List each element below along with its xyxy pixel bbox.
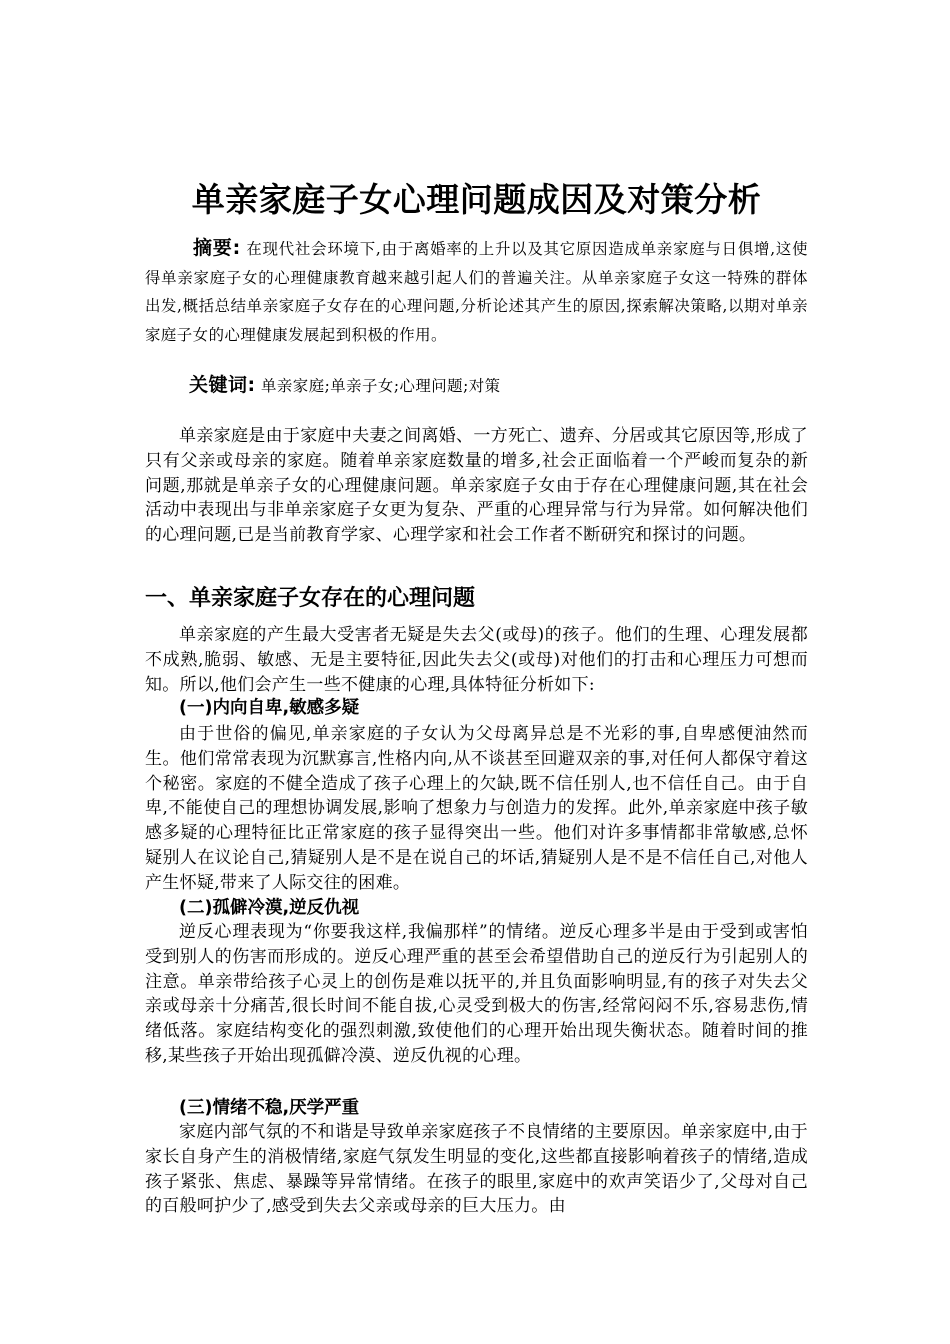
keywords-label: 关键词: [189, 374, 256, 396]
abstract-label: 摘要: [193, 237, 241, 259]
keywords-line [189, 371, 501, 400]
section-heading: 一、单亲家庭子女存在的心理问题 [145, 586, 476, 611]
keywords-text: 单亲家庭;单亲子女;心理问题;对策 [261, 377, 501, 395]
subsection-paragraph-2: 逆反心理表现为“你要我这样,我偏那样”的情绪。逆反心理多半是由于受到或害怕受到别人的伤害而形成的。逆反心理严重的甚至会希望借助自己的逆反行为引起别人的注意。单亲带给孩子心灵上的创伤是难以抚平的,并且负面影响明显,有的孩子对失去父亲或母亲十分痛苦,很长时间不能自拔,心灵受到极大的伤害,经常闷闷不乐,容易悲伤,情绪低落。家庭结构变化的强烈刺激,致使他们的心理开始出现失衡状态。随着时间的推移,某些孩子开始出现孤僻冷漠、逆反仇视的心理。 [145, 922, 808, 1066]
subsection-paragraph-3: 家庭内部气氛的不和谐是导致单亲家庭孩子不良情绪的主要原因。单亲家庭中,由于家长自身产生的消极情绪,家庭气氛发生明显的变化,这些都直接影响着孩子的情绪,造成孩子紧张、焦虑、暴躁等异常情绪。在孩子的眼里,家庭中的欢声笑语少了,父母对自己的百般呵护少了,感受到失去父亲或母亲的巨大压力。由 [145, 1122, 808, 1217]
intro-paragraph: 单亲家庭是由于家庭中夫妻之间离婚、一方死亡、遗弃、分居或其它原因等,形成了只有父亲或母亲的家庭。随着单亲家庭数量的增多,社会正面临着一个严峻而复杂的新问题,那就是单亲子女的心理健康问题。单亲家庭子女由于存在心理健康问题,其在社会活动中表现出与非单亲家庭子女更为复杂、严重的心理异常与行为异常。如何解决他们的心理问题,已是当前教育学家、心理学家和社会工作者不断研究和探讨的问题。 [145, 426, 808, 546]
abstract-text: 在现代社会环境下,由于离婚率的上升以及其它原因造成单亲家庭与日俱增,这使得单亲家庭子女的心理健康教育越来越引起人们的普遍关注。从单亲家庭子女这一特殊的群体出发,概括总结单亲家庭子女存在的心理问题,分析论述其产生的原因,探索解决策略,以期对单亲家庭子女的心理健康发展起到积极的作用。 [145, 240, 808, 344]
subsection-paragraph-1: 由于世俗的偏见,单亲家庭的子女认为父母离异总是不光彩的事,自卑感便油然而生。他们常常表现为沉默寡言,性格内向,从不谈甚至回避双亲的事,对任何人都保守着这个秘密。家庭的不健全造成了孩子心理上的欠缺,既不信任别人,也不信任自己。由于自卑,不能使自己的理想协调发展,影响了想象力与创造力的发挥。此外,单亲家庭中孩子敏感多疑的心理特征比正常家庭的孩子显得突出一些。他们对许多事情都非常敏感,总怀疑别人在议论自己,猜疑别人是不是在说自己的坏话,猜疑别人是不是不信任自己,对他人产生怀疑,带来了人际交往的困难。 [145, 724, 808, 893]
subsection-heading-3: (三)情绪不稳,厌学严重 [179, 1098, 360, 1118]
abstract-paragraph [145, 234, 808, 349]
subsection-heading-1: (一)内向自卑,敏感多疑 [179, 698, 360, 718]
subsection-heading-2: (二)孤僻冷漠,逆反仇视 [179, 898, 360, 918]
document-title: 单亲家庭子女心理问题成因及对策分析 [191, 180, 762, 219]
section-paragraph: 单亲家庭的产生最大受害者无疑是失去父(或母)的孩子。他们的生理、心理发展都不成熟,脆弱、敏感、无是主要特征,因此失去父(或母)对他们的打击和心理压力可想而知。所以,他们会产生一些不健康的心理,具体特征分析如下: [145, 625, 808, 695]
